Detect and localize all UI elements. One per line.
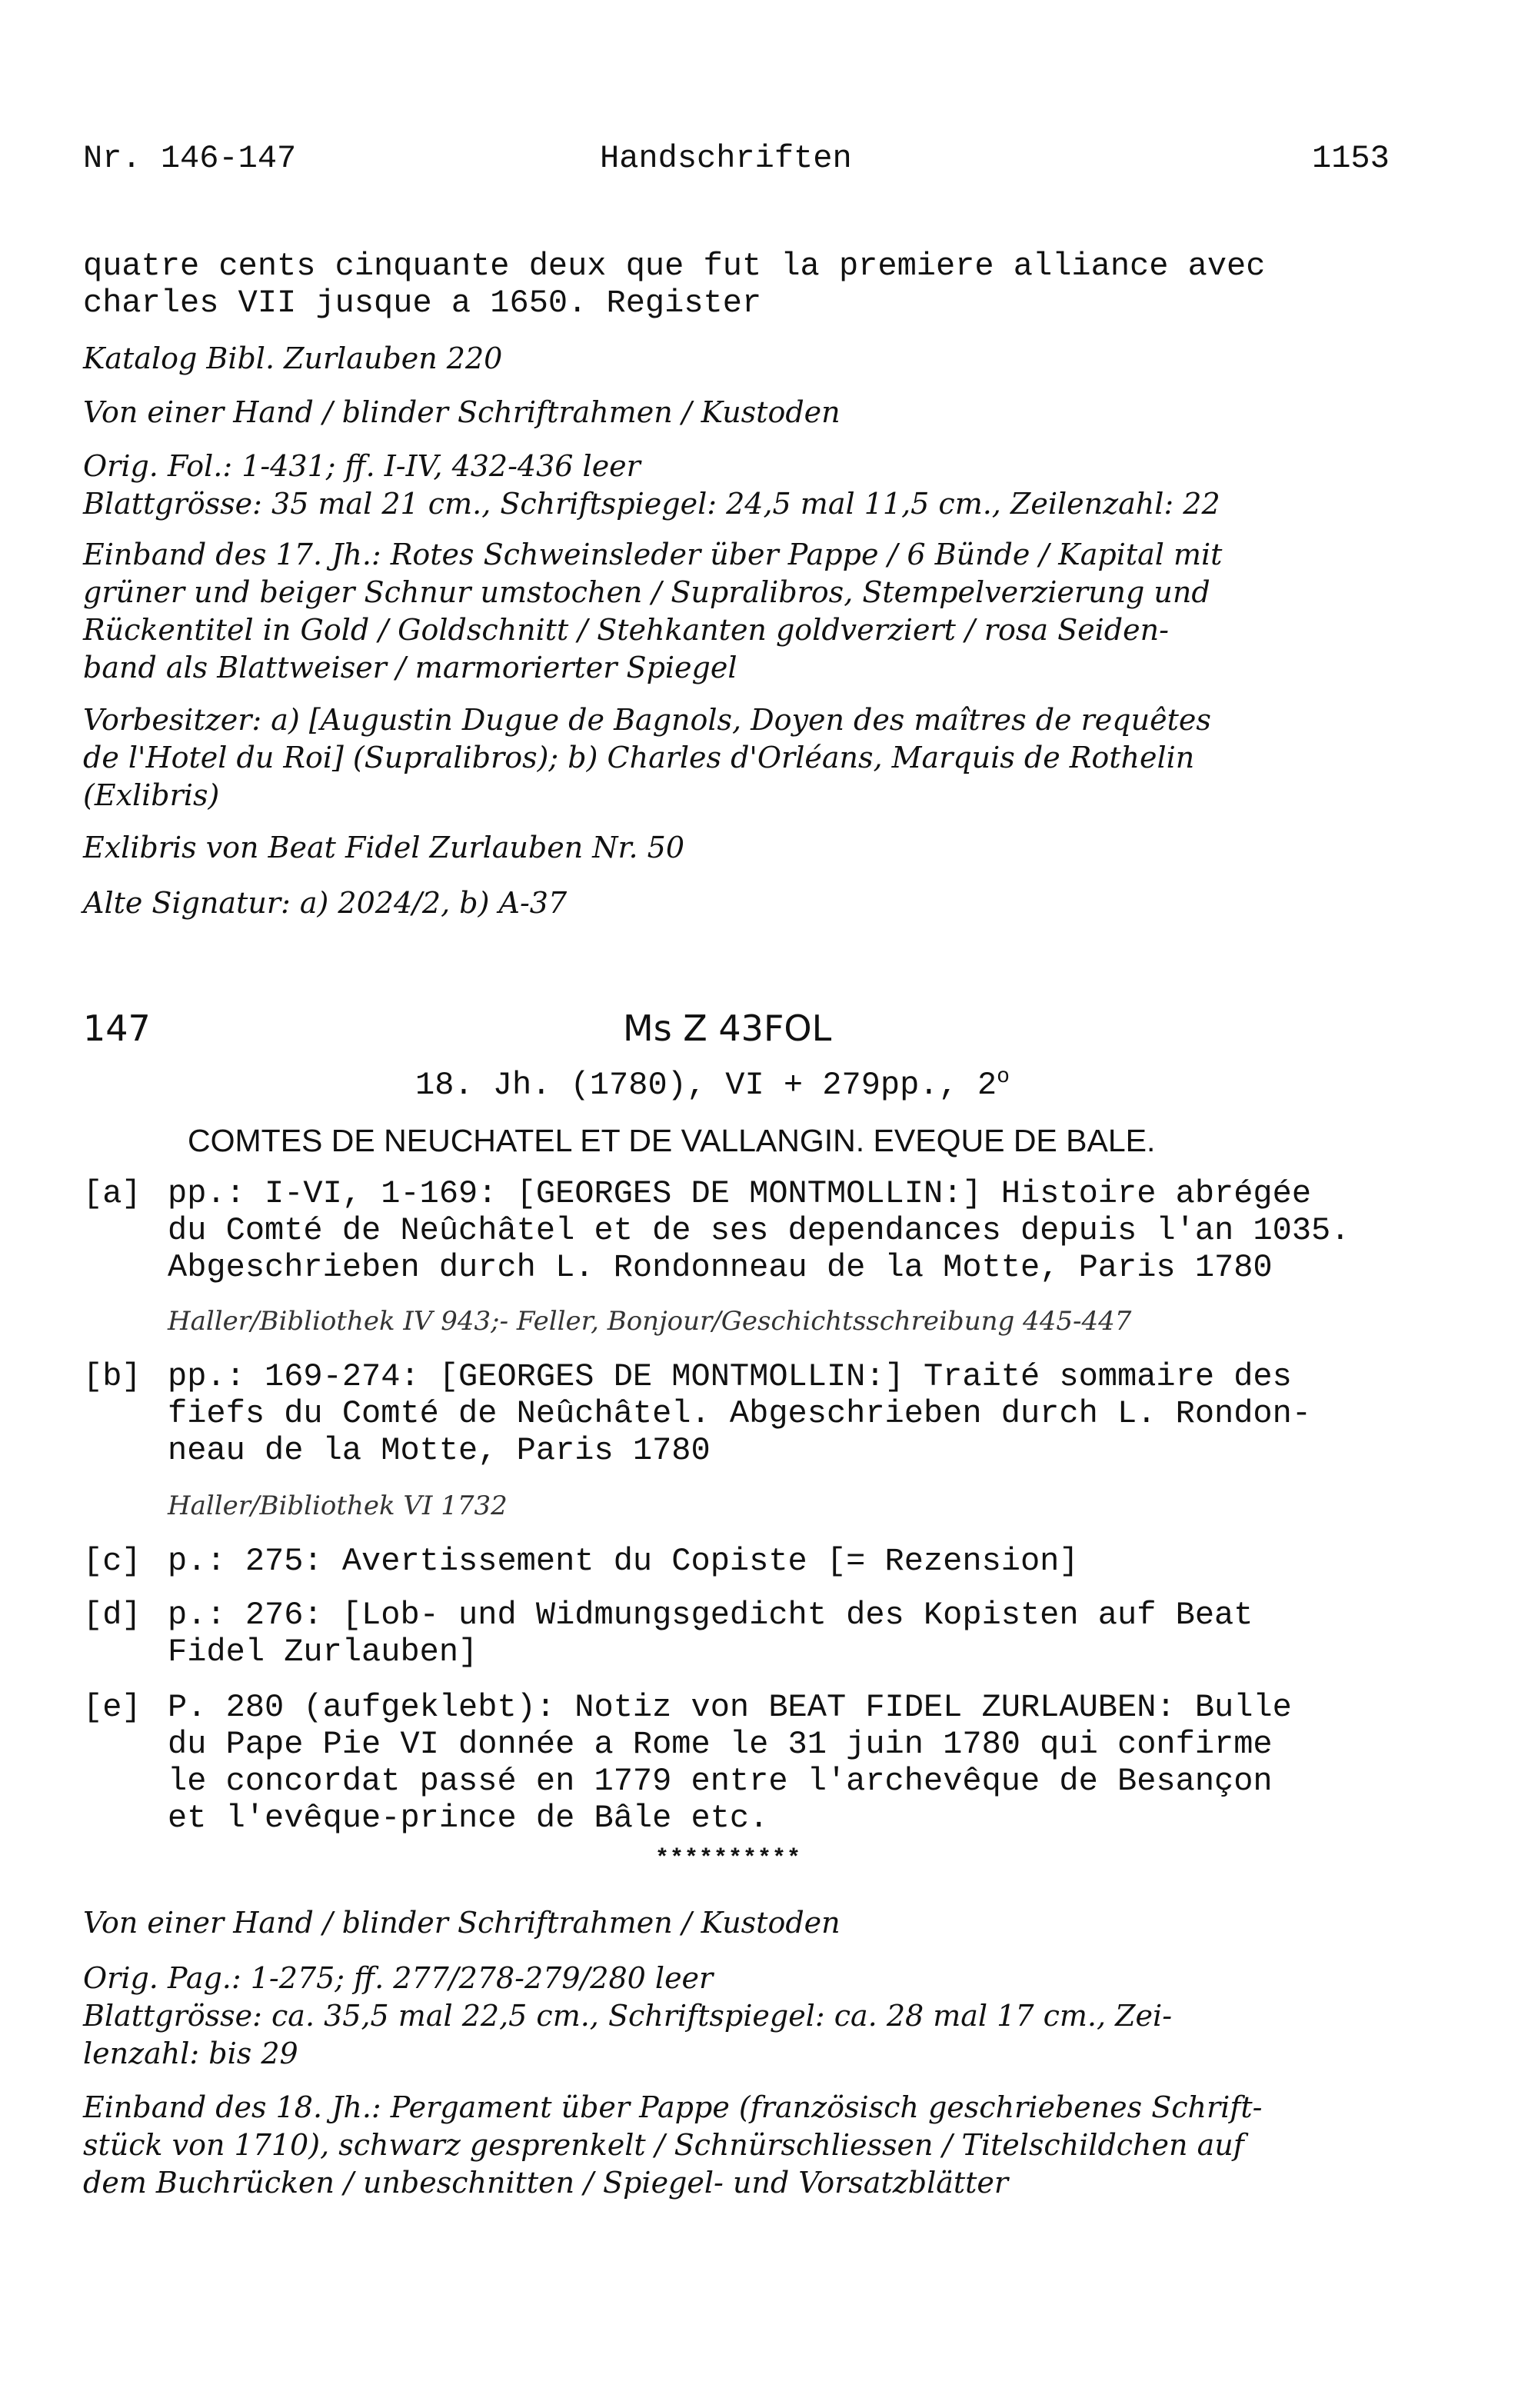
entry146-einband-line: Rückentitel in Gold / Goldschnitt / Stehkanten goldverziert / rosa Seiden- [83,613,1169,647]
entry147-item-a-ref: Haller/Bibliothek IV 943;- Feller, Bonjour/Geschichtsschreibung 445-447 [168,1306,1132,1337]
entry146-title [83,248,1436,321]
entry146-alte-signatur: Alte Signatur: a) 2024/2, b) A-37 [83,886,568,920]
entry147-date-line [415,1065,1010,1104]
entry147-format-superscript: o [997,1065,1010,1089]
running-head-left: Nr. 146-147 [83,140,297,177]
item-line: du Comté de Neûchâtel et de ses dependances depuis l'an 1035. [168,1212,1350,1249]
item-label: [c] [83,1543,141,1580]
entry147-einband-line: dem Buchrücken / unbeschnitten / Spiegel- und Vorsatzblätter [83,2166,1009,2200]
entry146-einband [83,536,1436,687]
item-line: p.: 275: Avertissement du Copiste [= Rezension] [168,1543,1079,1580]
entry147-shelfmark: Ms Z 43FOL [623,1007,832,1049]
item-label: [b] [83,1358,141,1395]
entry147-number: 147 [83,1007,151,1049]
entry147-einband-line: stück von 1710), schwarz gesprenkelt / Schnürschliessen / Titelschildchen auf [83,2128,1244,2162]
entry146-orig-line: Blattgrösse: 35 mal 21 cm., Schriftspiegel: 24,5 mal 11,5 cm., Zeilenzahl: 22 [83,487,1220,521]
entry147-einband [83,2089,1436,2202]
entry146-einband-line: grüner und beiger Schnur umstochen / Supralibros, Stempelverzierung und [83,575,1210,609]
item-label: [e] [83,1689,141,1726]
entry146-exlibris: Exlibris von Beat Fidel Zurlauben Nr. 50 [83,831,685,864]
entry147-einband-line: Einband des 18. Jh.: Pergament über Pappe (französisch geschriebenes Schrift- [83,2090,1263,2124]
item-line: Fidel Zurlauben] [168,1634,478,1670]
entry146-vorbesitzer-line: (Exlibris) [83,778,220,812]
item-line: et l'evêque-prince de Bâle etc. [168,1800,769,1837]
entry147-item-b-ref: Haller/Bibliothek VI 1732 [168,1490,508,1521]
entry146-title-line: quatre cents cinquante deux que fut la premiere alliance avec [83,248,1266,285]
entry146-title-line: charles VII jusque a 1650. Register [83,285,762,321]
item-line: P. 280 (aufgeklebt): Notiz von BEAT FIDEL ZURLAUBEN: Bulle [168,1689,1292,1726]
entry146-einband-line: band als Blattweiser / marmorierter Spiegel [83,651,737,684]
item-line: pp.: 169-274: [GEORGES DE MONTMOLLIN:] Traité sommaire des [168,1358,1292,1395]
entry147-orig [83,1960,1436,2073]
item-line: du Pape Pie VI donnée a Rome le 31 juin 1780 qui confirme [168,1726,1273,1763]
item-label: [d] [83,1597,141,1634]
item-line: Abgeschrieben durch L. Rondonneau de la Motte, Paris 1780 [168,1249,1273,1286]
entry146-orig-line: Orig. Fol.: 1-431; ff. I-IV, 432-436 leer [83,449,641,483]
item-line: p.: 276: [Lob- und Widmungsgedicht des Kopisten auf Beat [168,1597,1253,1634]
entry146-hand: Von einer Hand / blinder Schriftrahmen / Kustoden [83,395,841,429]
entry146-katalog: Katalog Bibl. Zurlauben 220 [83,341,503,375]
entry147-title: COMTES DE NEUCHATEL ET DE VALLANGIN. EVEQUE DE BALE. [188,1123,1156,1158]
entry147-orig-line: lenzahl: bis 29 [83,2037,298,2070]
entry147-hand: Von einer Hand / blinder Schriftrahmen / Kustoden [83,1906,841,1940]
item-line: fiefs du Comté de Neûchâtel. Abgeschrieben durch L. Rondon- [168,1395,1312,1432]
page-number: 1153 [1312,140,1390,177]
entry146-orig [83,448,1436,523]
item-line: le concordat passé en 1779 entre l'archevêque de Besançon [168,1763,1273,1800]
separator-stars: ********** [655,1846,802,1872]
entry147-date-text: 18. Jh. (1780), VI + 279pp., 2 [415,1067,997,1104]
entry146-vorbesitzer [83,701,1436,814]
entry147-orig-line: Orig. Pag.: 1-275; ff. 277/278-279/280 leer [83,1961,714,1995]
entry146-einband-line: Einband des 17. Jh.: Rotes Schweinsleder über Pappe / 6 Bünde / Kapital mit [83,538,1223,571]
item-line: neau de la Motte, Paris 1780 [168,1432,711,1469]
entry146-vorbesitzer-line: de l'Hotel du Roi] (Supralibros); b) Charles d'Orléans, Marquis de Rothelin [83,741,1195,774]
item-line: pp.: I-VI, 1-169: [GEORGES DE MONTMOLLIN:] Histoire abrégée [168,1175,1312,1212]
entry146-vorbesitzer-line: Vorbesitzer: a) [Augustin Dugue de Bagnols, Doyen des maîtres de requêtes [83,703,1211,737]
entry147-orig-line: Blattgrösse: ca. 35,5 mal 22,5 cm., Schriftspiegel: ca. 28 mal 17 cm., Zei- [83,1999,1173,2033]
item-label: [a] [83,1175,141,1212]
running-head-center: Handschriften [600,140,852,177]
